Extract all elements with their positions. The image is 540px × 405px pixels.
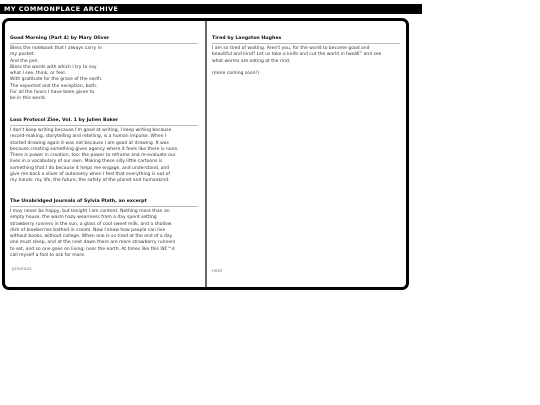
- post-line: I may never be happy, but tonight I am content. Nothing more than an: [10, 209, 170, 214]
- post-line: record-making, storytelling and retelling, is a human impulse. When I: [10, 134, 167, 140]
- post-line: With gratitude for the grace of the earth.: [10, 77, 103, 83]
- post-line: something that I do because it helps me engage, and understand, and: [10, 165, 170, 171]
- post-line: Bless the notebook that I always carry in: [10, 46, 102, 51]
- post-sylvia-plath: [10, 199, 198, 259]
- post-line: one must sleep, and at the next dawn there are more strawberry runners: [10, 240, 176, 246]
- note-line: (more coming soon!): [212, 70, 260, 76]
- previous-page-link[interactable]: previous: [12, 267, 32, 272]
- site-header-bar: [0, 4, 422, 14]
- site-title[interactable]: MY COMMONPLACE ARCHIVE: [4, 5, 119, 13]
- post-line: be in this world.: [10, 96, 47, 102]
- post-line: There is power in creation, too: the power to reframe and re-evaluate our: [10, 153, 176, 159]
- post-title: Tired by Langston Hughes: [212, 36, 400, 44]
- post-line: And the pen.: [10, 58, 39, 64]
- post-line: I don't keep writing because I'm good at writing, I keep writing because: [10, 128, 172, 133]
- post-loss-protocol: [10, 118, 198, 185]
- post-title: Good Morning (Part 4) by Mary Oliver: [10, 36, 198, 44]
- post-body: [10, 128, 198, 185]
- next-page-link[interactable]: next: [212, 269, 223, 274]
- post-line: because creating something gives agency where it feels like there is none.: [10, 146, 179, 152]
- post-line: strawberry runners in the sun, a glass of cool sweet milk, and a shallow: [10, 221, 172, 227]
- post-line: my pocket.: [10, 52, 35, 58]
- post-line: The expected and the exception, both.: [10, 83, 98, 89]
- book-container: [2, 18, 409, 290]
- right-page: [207, 21, 406, 287]
- post-good-morning: [10, 36, 198, 103]
- post-body: [10, 46, 198, 103]
- post-line: my hands: my life, the future, the safety of the planet and humankind.: [10, 178, 170, 184]
- post-line: dish of blueberries bathed in cream. Now I know how people can live: [10, 227, 166, 233]
- left-page: [5, 21, 205, 287]
- post-title: The Unabridged Journals of Sylvia Plath, an excerpt: [10, 199, 198, 207]
- post-line: beautiful and kind? Let us take a knife and cut the world in twoâ€” and see: [212, 52, 382, 58]
- post-line: Bless the words with which I try to say: [10, 64, 97, 70]
- post-line: I am so tired of waiting. Aren't you, for the world to become good and: [212, 46, 370, 51]
- post-line: lives in a vocabulary of our own. Making these silly little cartoons is: [10, 159, 163, 165]
- post-body: [10, 209, 198, 259]
- post-line: empty house, the warm hazy weariness from a day spent setting: [10, 215, 157, 221]
- post-line: For all the hours I have been given to: [10, 90, 95, 96]
- post-line: started drawing again it was not because I am good at drawing. It was: [10, 140, 169, 146]
- post-tired: [212, 36, 400, 77]
- post-line: call myself a fool to ask for more.: [10, 253, 86, 259]
- post-body: [212, 46, 400, 65]
- post-line: give me back a sliver of autonomy when I feel that everything is out of: [10, 172, 170, 178]
- post-line: without books, without college. When one is so tired at the end of a day: [10, 234, 173, 240]
- post-line: what worms are eating at the rind.: [212, 58, 291, 64]
- post-title: Loss Protocol Zine, Vol. 1 by Julien Baker: [10, 118, 198, 126]
- coming-soon-note: [212, 71, 400, 77]
- post-line: to set, and so one goes on living, near the earth. At times like this Iâ€™d: [10, 246, 175, 252]
- post-line: what I see, think, or feel.: [10, 71, 67, 77]
